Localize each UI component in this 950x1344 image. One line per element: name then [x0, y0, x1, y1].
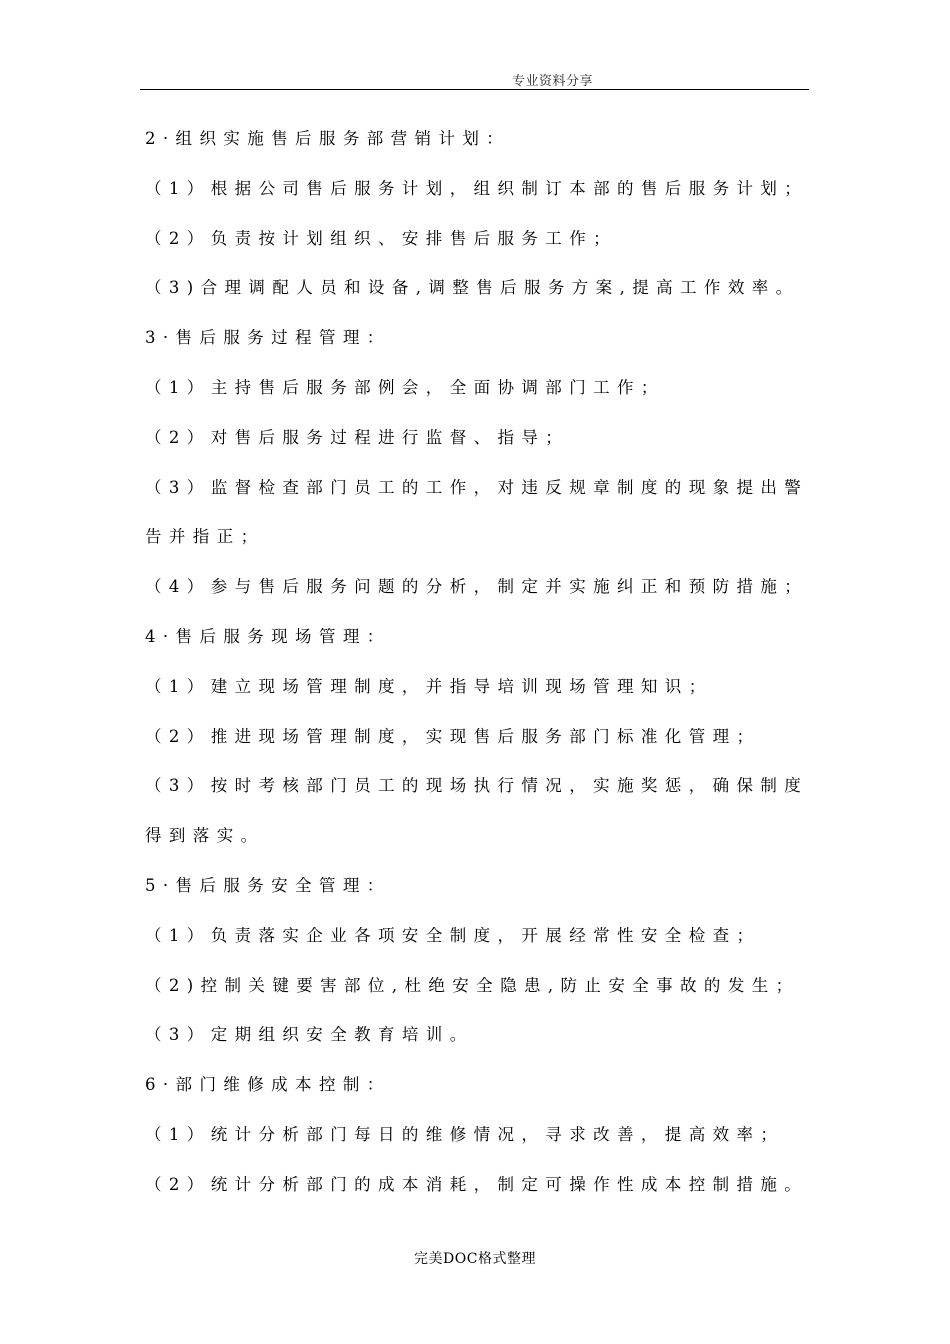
page-footer: 完美DOC格式整理 — [414, 1251, 536, 1267]
list-item: （3）监督检查部门员工的工作，对违反规章制度的现象提出警 — [145, 477, 809, 497]
list-item: （3）定期组织安全教育培训。 — [145, 1025, 474, 1045]
list-item: （1）建立现场管理制度，并指导培训现场管理知识； — [145, 676, 713, 696]
list-item: （3)合理调配人员和设备,调整售后服务方案,提高工作效率。 — [145, 278, 800, 298]
section-heading: 3·售后服务过程管理： — [145, 328, 391, 348]
list-item-continuation: 得到落实。 — [145, 826, 265, 846]
document-body — [145, 122, 810, 1218]
list-item: （1）根据公司售后服务计划，组织制订本部的售后服务计划； — [145, 178, 809, 198]
section-heading: 4·售后服务现场管理： — [145, 626, 391, 646]
list-item: （1）统计分析部门每日的维修情况，寻求改善，提高效率； — [145, 1124, 785, 1144]
list-item: （2)控制关键要害部位,杜绝安全隐患,防止安全事故的发生； — [145, 975, 800, 995]
section-heading: 6·部门维修成本控制： — [145, 1075, 391, 1095]
list-item: （3）按时考核部门员工的现场执行情况，实施奖惩，确保制度 — [145, 776, 809, 796]
header-title: 专业资料分享 — [511, 74, 593, 89]
list-item: （1）主持售后服务部例会，全面协调部门工作； — [145, 377, 665, 397]
list-item: （4）参与售后服务问题的分析，制定并实施纠正和预防措施； — [145, 577, 809, 597]
page-header — [140, 64, 809, 90]
list-item: （2）推进现场管理制度，实现售后服务部门标准化管理； — [145, 726, 761, 746]
list-item: （2）统计分析部门的成本消耗，制定可操作性成本控制措施。 — [145, 1174, 809, 1194]
list-item: （2）负责按计划组织、安排售后服务工作； — [145, 228, 617, 248]
list-item: （1）负责落实企业各项安全制度，开展经常性安全检查； — [145, 925, 761, 945]
list-item: （2）对售后服务过程进行监督、指导； — [145, 427, 570, 447]
section-heading: 5·售后服务安全管理： — [145, 875, 391, 895]
list-item-continuation: 告并指正； — [145, 527, 265, 547]
section-heading: 2·组织实施售后服务部营销计划： — [145, 129, 511, 148]
